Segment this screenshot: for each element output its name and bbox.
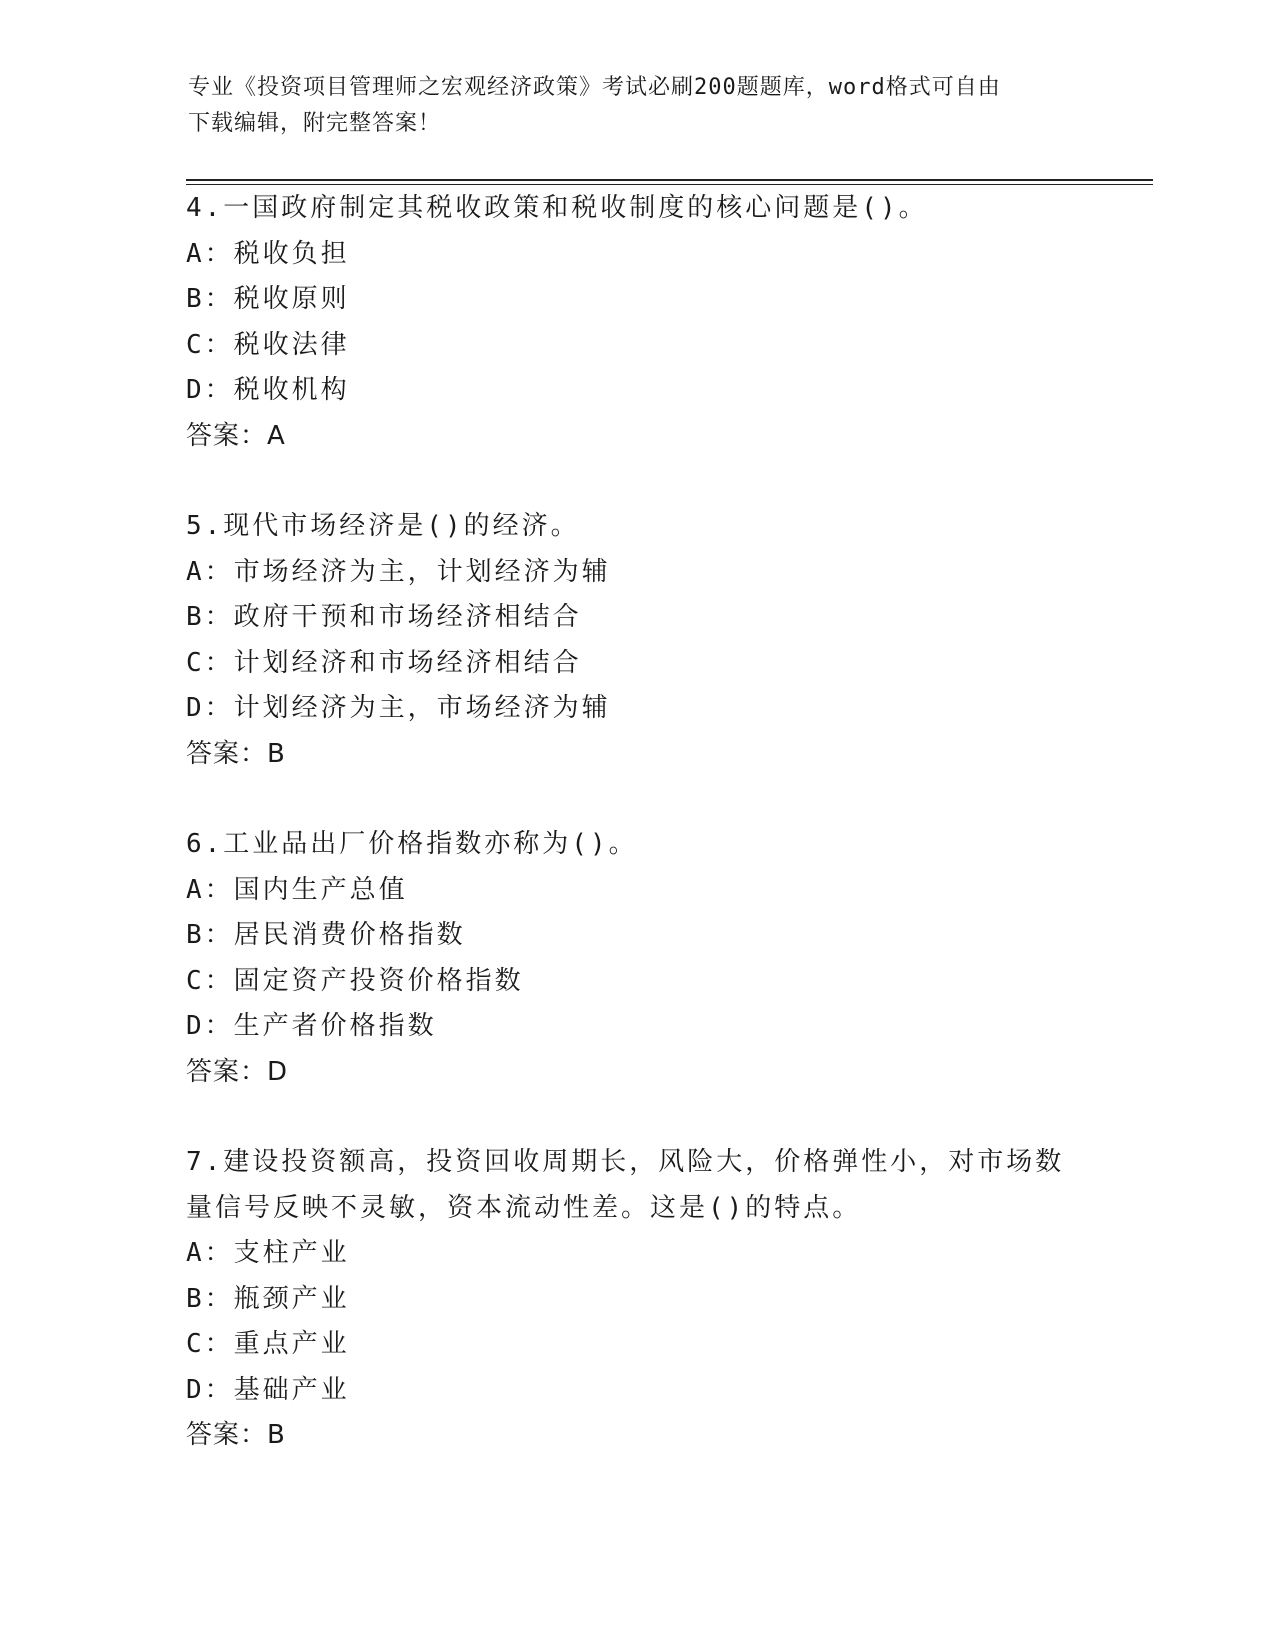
question-list (186, 186, 1086, 1504)
answer: 答案：D (186, 1056, 289, 1087)
option-a: A：国内生产总值 (186, 874, 408, 905)
question-stem-line-1: 7.建设投资额高，投资回收周期长，风险大，价格弹性小，对市场数 (186, 1147, 1065, 1177)
question-4 (186, 186, 1086, 459)
option-d: D：基础产业 (186, 1374, 350, 1405)
option-c: C：计划经济和市场经济相结合 (186, 647, 582, 678)
header-divider-thin (186, 184, 1153, 185)
option-a: A：税收负担 (186, 238, 350, 269)
question-5 (186, 504, 1086, 777)
header-line-2: 下载编辑，附完整答案！ (188, 111, 442, 136)
question-stem: 5.现代市场经济是()的经济。 (186, 511, 580, 541)
option-c: C：固定资产投资价格指数 (186, 965, 524, 996)
option-b: B：居民消费价格指数 (186, 920, 466, 950)
option-b: B：税收原则 (186, 284, 350, 314)
option-b: B：政府干预和市场经济相结合 (186, 602, 582, 632)
question-stem: 6.工业品出厂价格指数亦称为()。 (186, 829, 638, 859)
option-d: D：生产者价格指数 (186, 1011, 437, 1041)
question-7 (186, 1140, 1086, 1459)
answer: 答案：B (186, 738, 286, 769)
question-stem: 4.一国政府制定其税收政策和税收制度的核心问题是()。 (186, 193, 928, 223)
answer: 答案：B (186, 1420, 286, 1450)
option-c: C：重点产业 (186, 1329, 350, 1359)
option-b: B：瓶颈产业 (186, 1283, 350, 1314)
document-header (188, 70, 1068, 142)
answer: 答案：A (186, 420, 286, 451)
header-divider-thick (186, 179, 1153, 181)
option-d: D：税收机构 (186, 375, 350, 405)
option-a: A：市场经济为主，计划经济为辅 (186, 556, 611, 587)
option-d: D：计划经济为主，市场经济为辅 (186, 693, 611, 723)
option-a: A：支柱产业 (186, 1238, 350, 1268)
header-line-1: 专业《投资项目管理师之宏观经济政策》考试必刷200题题库，word格式可自由 (188, 75, 1001, 100)
question-stem-line-2: 量信号反映不灵敏，资本流动性差。这是()的特点。 (186, 1192, 862, 1223)
option-c: C：税收法律 (186, 329, 350, 360)
question-6 (186, 822, 1086, 1095)
